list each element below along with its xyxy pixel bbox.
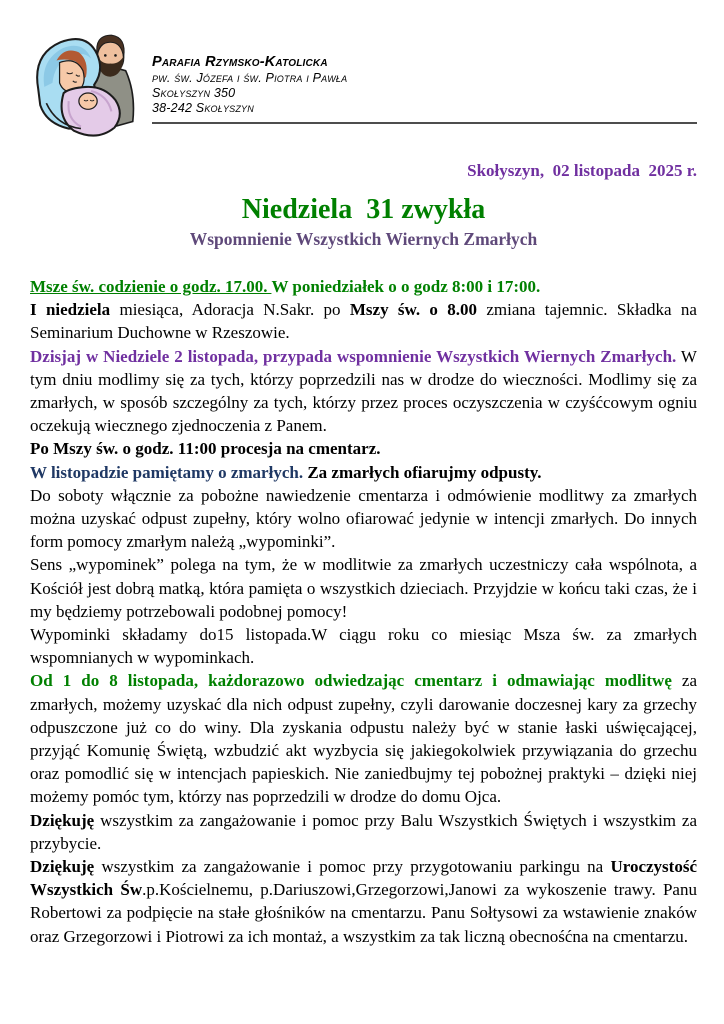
mass-8am-bold: Mszy św. o 8.00 [349, 300, 477, 320]
parish-address-line2: 38-242 Skołyszyn [152, 100, 254, 115]
page-subtitle: Wspomnienie Wszystkich Wiernych Zmarłych [189, 229, 538, 249]
parish-address-block [152, 30, 697, 124]
mass-times-monday: W poniedziałek o o godz 8:00 i 17:00. [271, 277, 541, 296]
thanks-ball-paragraph [30, 809, 697, 855]
thanks-parking-paragraph [30, 855, 697, 948]
wypominki-deadline-paragraph: Wypominki składamy do15 listopada.W ciągu roku co miesiąc Msza św. za zmarłych wspomnianych w wypominkach. [30, 625, 697, 668]
november-remembrance-navy: W listopadzie pamiętamy o zmarłych. [30, 462, 304, 482]
thanks-ball-text: wszystkim za zangażowanie i pomoc przy Balu Wszystkich Świętych i wszystkim za przybycie. [30, 810, 697, 853]
seminary-collection-text: zmiana tajemnic. Składka na Seminarium Duchowne w Rzeszowie. [30, 300, 697, 343]
thanks-ball-bold: Dziękuję [30, 810, 95, 830]
november-indulgence-paragraph [30, 669, 697, 808]
page-title: Niedziela 31 zwykła [241, 194, 486, 225]
all-souls-paragraph [30, 345, 697, 438]
wypominki-paragraph: Sens „wypominek” polega na tym, że w modlitwie za zmarłych uczestniczy cała wspólnota, a Kościół jest dobrą matką, która pamięta o wszystkich dzieciach. Przyjdzie w końcu taki czas, że i my będziemy potrzebowali podobnej pomocy! [30, 555, 697, 621]
indulgences-offer-bold: Za zmarłych ofiarujmy odpusty. [303, 462, 542, 482]
first-sunday-text: miesiąca, Adoracja N.Sakr. po [110, 300, 350, 320]
indulgence-paragraph: Do soboty włącznie za pobożne nawiedzenie cmentarza i odmówienie modlitwy za zmarłych można uzyskać odpust zupełny, który wolno ofiarować jedynie w intencji zmarłych. Do innych form pomocy zmarłym należą „wypominki”. [30, 485, 697, 552]
thanks-parking-bold: Dziękuję [30, 857, 95, 877]
dateline: Skołyszyn, 02 listopada 2025 r. [467, 161, 697, 180]
procession-line [30, 437, 697, 460]
parish-dedication: pw. św. Józefa i św. Piotra i Pawła [152, 71, 348, 86]
november-remembrance-line [30, 461, 697, 484]
holy-family-logo [30, 30, 142, 152]
november-indulgence-lead: Od 1 do 8 listopada, każdorazowo odwiedzając cmentarz i odmawiając modlitwę [30, 671, 672, 691]
parish-name: Parafia Rzymsko-Katolicka [152, 54, 328, 70]
parish-address-line1: Skołyszyn 350 [152, 85, 236, 100]
november-indulgence-text: za zmarłych, możemy uzyskać dla nich odpust zupełny, czyli darowanie doczesnej kary za grzechy odpuszczone już co do winy. Dla zyskania odpustu należy być w stanie łaski uświęcającej, przyjąć Komunię Świętą, wzbudzić akt wyzbycia się jakiegokolwiek przywiązania do grzechu oraz pomodlić się w intencjach papieskich. Nie zaniedbujmy tej pobożnej praktyki – dzięki niej możemy pomóc tym, którzy nas poprzedzili w drodze do domu Ojca. [30, 671, 698, 807]
thanks-parking-text1: wszystkim za zangażowanie i pomoc przy przygotowaniu parkingu na [94, 857, 611, 877]
mass-times-line [30, 275, 697, 298]
all-souls-lead: Dzisjaj w Niedziele 2 listopada, przypada wspomnienie Wszystkich Wiernych Zmarłych. [30, 346, 677, 366]
first-sunday-paragraph [30, 298, 697, 344]
header [30, 30, 697, 152]
all-saints-bold: Uroczystość Wszystkich Św [30, 857, 697, 900]
mass-times-underlined: Msze św. codzienie o godz. 17.00. [30, 277, 272, 296]
first-sunday-bold: I niedziela [30, 300, 111, 320]
thanks-parking-text2: .p.Kościelnemu, p.Dariuszowi,Grzegorzowi,Janowi za wykoszenie trawy. Panu Robertowi za podpięcie na stałe głośników na cmentarzu. Panu Sołtysowi za wstawienie znaków oraz Grzegorzowi i Piotrowi za ich montaż, a wszystkim za tak liczną obecnośćna na cmentarzu. [30, 880, 697, 946]
all-souls-text: W tym dniu modlimy się za tych, którzy poprzedzili nas w drodze do wieczności. Modlimy się za zmarłych, w sposób szczególny za tych, którzy przez proces oczyszczenia w czyśćcowym ogniu oczekują wiecznego zjednoczenia z Panem. [30, 346, 697, 436]
procession-bold: Po Mszy św. o godz. 11:00 procesja na cmentarz. [30, 439, 381, 459]
bulletin-body [30, 275, 697, 948]
